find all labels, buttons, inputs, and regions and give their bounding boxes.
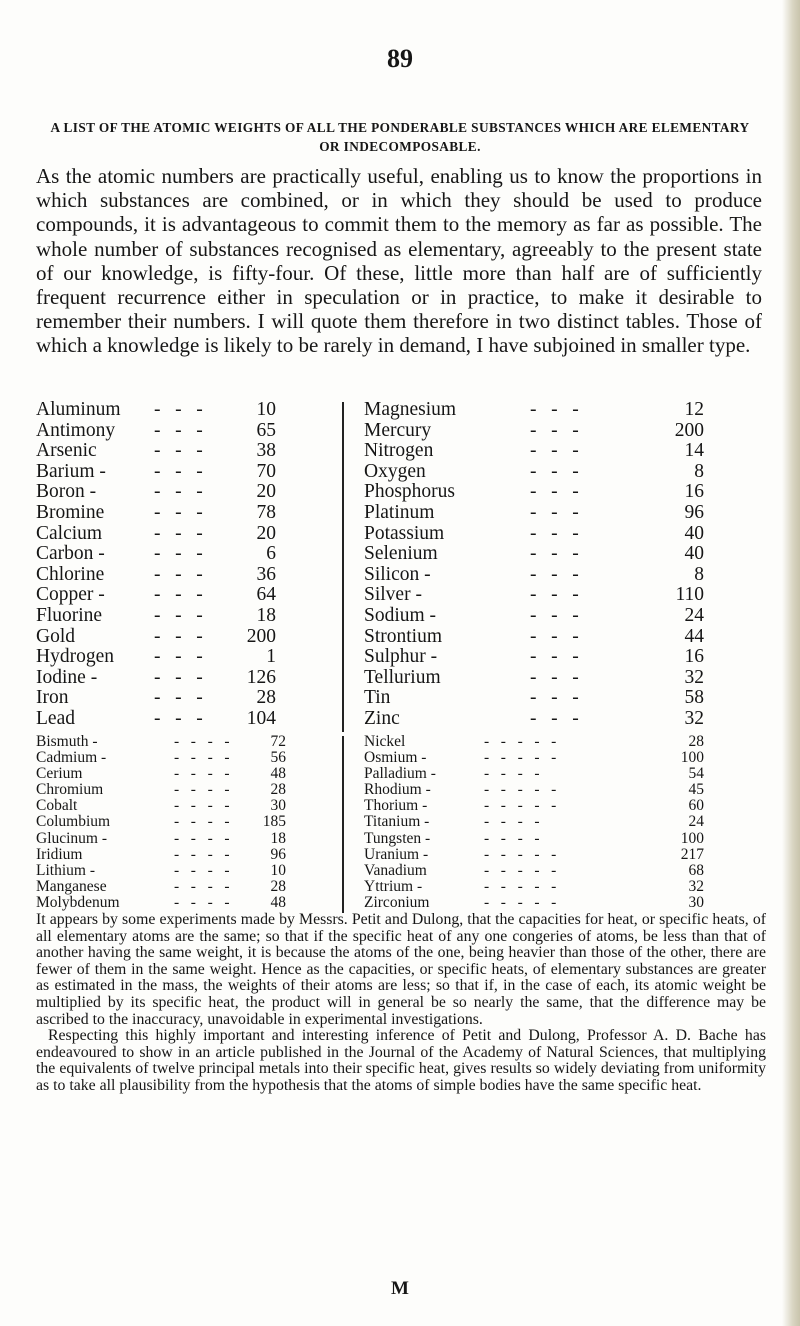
element-name: Titanium - [364,813,430,831]
element-name: Barium - [36,460,106,482]
common-elements-table-right [364,400,704,730]
leader-dashes: - - - - - [484,781,557,799]
atomic-weight: 65 [256,419,276,441]
leader-dashes: - - - - [484,829,540,847]
atomic-weight: 38 [256,440,276,462]
leader-dashes: - - - [530,419,579,441]
element-row [36,482,276,503]
atomic-weight: 12 [684,399,704,420]
atomic-weight: 24 [684,604,704,626]
element-row [36,524,276,545]
leader-dashes: - - - - [174,829,230,847]
atomic-weight: 28 [270,877,286,895]
element-row [364,709,704,730]
element-name: Gold [36,625,75,647]
element-name: Aluminum [36,399,121,420]
leader-dashes: - - - - [484,765,540,783]
element-row [364,895,704,911]
atomic-weight: 100 [680,829,704,847]
atomic-weight: 40 [684,543,704,565]
atomic-weight: 8 [694,460,704,482]
atomic-weight: 16 [684,481,704,503]
atomic-weight: 10 [256,399,276,420]
atomic-weight: 28 [688,733,704,750]
element-row [36,627,276,648]
atomic-weight: 40 [684,522,704,544]
element-name: Magnesium [364,399,457,420]
element-row [364,847,704,863]
element-name: Carbon - [36,543,105,565]
leader-dashes: - - - [530,481,579,503]
leader-dashes: - - - - [174,861,230,879]
element-name: Hydrogen [36,646,114,668]
leader-dashes: - - - - [484,813,540,831]
atomic-weight: 1 [266,646,276,668]
leader-dashes: - - - [154,584,203,606]
element-name: Iodine - [36,666,98,688]
leader-dashes: - - - - - [484,861,557,879]
atomic-weight: 58 [684,687,704,709]
atomic-weight: 10 [270,861,286,879]
element-name: Cadmium - [36,749,107,767]
element-name: Tin [364,687,391,709]
element-row [364,462,704,483]
leader-dashes: - - - - - [484,749,557,767]
atomic-weight: 100 [680,749,704,767]
atomic-weight: 28 [256,687,276,709]
element-row [364,668,704,689]
leader-dashes: - - - - - [484,893,557,911]
element-row [36,750,286,766]
element-name: Arsenic [36,440,97,462]
rare-elements-table-right [364,734,704,911]
element-name: Palladium - [364,765,436,783]
leader-dashes: - - - [530,646,579,668]
element-name: Calcium [36,522,103,544]
element-name: Nitrogen [364,440,434,462]
element-row [36,503,276,524]
element-row [364,647,704,668]
leader-dashes: - - - - - [484,877,557,895]
atomic-weight: 48 [270,765,286,783]
atomic-weight: 44 [684,625,704,647]
element-row [364,565,704,586]
atomic-weight: 126 [246,666,276,688]
leader-dashes: - - - [154,481,203,503]
element-name: Columbium [36,813,111,831]
element-row [36,847,286,863]
atomic-weight: 60 [688,797,704,815]
element-name: Sodium - [364,604,437,626]
element-name: Osmium - [364,749,427,767]
element-name: Uranium - [364,845,429,863]
element-row [364,863,704,879]
atomic-weight: 45 [688,781,704,799]
closing-paragraph-1: It appears by some experiments made by Messrs. Petit and Dulong, that the capacities for heat, or specific heats, of all elementary atoms are the same; so that if the specific heat of any one congeries of atoms, be less than that of another having the same weight, it is because the atoms of the one, being heavier than those of the other, there are fewer of them in the same weight. Hence as the capacities, or specific heats, of elementary substances are greater as estimated in the mass, the weights of their atoms are less; so that if, in the case of each, its atomic weight be multiplied by its specific heat, the product will in general be so nearly the same, that the difference may be ascribed to the inaccuracy, unavoidable in experimental investigations. [36,911,766,1028]
element-row [364,879,704,895]
element-name: Zirconium [364,893,430,911]
element-row [364,831,704,847]
element-row [36,606,276,627]
atomic-weight: 70 [256,460,276,482]
element-name: Iron [36,687,69,709]
atomic-weight: 96 [684,501,704,523]
page-number: 89 [387,44,413,73]
leader-dashes: - - - - [174,845,230,863]
element-row [364,585,704,606]
element-name: Manganese [36,877,107,895]
element-name: Cobalt [36,797,78,815]
leader-dashes: - - - [154,399,203,420]
element-row [36,462,276,483]
atomic-weight: 8 [694,563,704,585]
element-row [364,782,704,798]
element-row [364,421,704,442]
leader-dashes: - - - - [174,733,230,750]
element-row [36,585,276,606]
atomic-weight: 200 [246,625,276,647]
leader-dashes: - - - [154,687,203,709]
leader-dashes: - - - [154,440,203,462]
leader-dashes: - - - [530,666,579,688]
element-row [36,798,286,814]
element-name: Phosphorus [364,481,456,503]
element-name: Nickel [364,733,406,750]
element-name: Iridium [36,845,83,863]
leader-dashes: - - - - [174,749,230,767]
atomic-weight: 56 [270,749,286,767]
atomic-weight: 48 [270,893,286,911]
element-row [364,814,704,830]
leader-dashes: - - - [530,707,579,729]
page-edge-shadow [782,0,800,1326]
atomic-weight: 72 [270,733,286,750]
element-name: Antimony [36,419,116,441]
atomic-weight: 78 [256,501,276,523]
leader-dashes: - - - [154,460,203,482]
element-row [364,606,704,627]
element-name: Chromium [36,781,104,799]
element-row [36,766,286,782]
signature-mark: M [391,1278,409,1299]
leader-dashes: - - - [530,440,579,462]
common-elements-table-left [36,400,276,730]
element-row [36,441,276,462]
element-row [36,688,276,709]
element-row [364,544,704,565]
leader-dashes: - - - [154,646,203,668]
atomic-weight: 200 [674,419,704,441]
element-name: Cerium [36,765,83,783]
atomic-weight: 14 [684,440,704,462]
leader-dashes: - - - - - [484,733,557,750]
element-name: Mercury [364,419,432,441]
element-name: Silicon - [364,563,431,585]
element-row [364,400,704,421]
element-row [36,400,276,421]
element-name: Boron - [36,481,97,503]
atomic-weight: 18 [270,829,286,847]
leader-dashes: - - - [154,625,203,647]
atomic-weight: 64 [256,584,276,606]
element-name: Platinum [364,501,435,523]
element-row [364,750,704,766]
leader-dashes: - - - [530,399,579,420]
element-row [36,421,276,442]
element-name: Strontium [364,625,443,647]
element-name: Yttrium - [364,877,423,895]
leader-dashes: - - - [154,707,203,729]
leader-dashes: - - - [530,460,579,482]
element-name: Chlorine [36,563,105,585]
leader-dashes: - - - [530,625,579,647]
leader-dashes: - - - - - [484,797,557,815]
element-row [36,544,276,565]
element-name: Bromine [36,501,105,523]
leader-dashes: - - - - - [484,845,557,863]
atomic-weight: 185 [262,813,286,831]
element-row [36,879,286,895]
atomic-weight: 28 [270,781,286,799]
leader-dashes: - - - - [174,813,230,831]
element-name: Thorium - [364,797,428,815]
element-row [36,782,286,798]
leader-dashes: - - - [530,501,579,523]
leader-dashes: - - - [154,501,203,523]
leader-dashes: - - - [154,563,203,585]
element-row [36,831,286,847]
atomic-weight: 36 [256,563,276,585]
element-row [364,766,704,782]
atomic-weight: 110 [675,584,704,606]
atomic-weight: 32 [688,877,704,895]
element-row [36,863,286,879]
element-row [364,524,704,545]
element-name: Copper - [36,584,105,606]
leader-dashes: - - - - [174,797,230,815]
leader-dashes: - - - [154,543,203,565]
leader-dashes: - - - [154,604,203,626]
element-row [364,734,704,750]
element-name: Vanadium [364,861,427,879]
atomic-weight: 16 [684,646,704,668]
atomic-weight: 96 [270,845,286,863]
element-row [364,688,704,709]
element-row [364,441,704,462]
element-name: Molybdenum [36,893,120,911]
atomic-weight: 217 [680,845,704,863]
element-name: Glucinum - [36,829,108,847]
leader-dashes: - - - [530,543,579,565]
leader-dashes: - - - - [174,765,230,783]
atomic-weight: 6 [266,543,276,565]
element-row [36,565,276,586]
element-row [36,668,276,689]
atomic-weight: 54 [688,765,704,783]
column-divider [342,402,344,732]
element-row [364,482,704,503]
element-name: Lithium - [36,861,95,879]
column-divider-small [342,736,344,913]
element-name: Zinc [364,707,400,729]
atomic-weight: 68 [688,861,704,879]
element-row [36,895,286,911]
element-name: Sulphur - [364,646,438,668]
atomic-weight: 104 [246,707,276,729]
element-row [364,627,704,648]
atomic-weight: 18 [256,604,276,626]
element-name: Potassium [364,522,445,544]
element-name: Lead [36,707,75,729]
element-row [36,709,276,730]
element-name: Fluorine [36,604,103,626]
element-name: Oxygen [364,460,426,482]
leader-dashes: - - - [154,419,203,441]
element-row [364,798,704,814]
atomic-weight: 32 [684,666,704,688]
element-name: Bismuth - [36,733,98,750]
element-row [36,814,286,830]
section-heading: A LIST OF THE ATOMIC WEIGHTS OF ALL THE PONDERABLE SUBSTANCES WHICH ARE ELEMENTARY OR INDECOMPOSABLE. [50,120,750,154]
element-row [36,734,286,750]
closing-text [36,912,766,1095]
leader-dashes: - - - [154,522,203,544]
leader-dashes: - - - [530,604,579,626]
atomic-weight: 30 [688,893,704,911]
element-name: Selenium [364,543,438,565]
rare-elements-table-left [36,734,286,911]
element-row [36,647,276,668]
leader-dashes: - - - - [174,877,230,895]
closing-paragraph-2: Respecting this highly important and interesting inference of Petit and Dulong, Professor A. D. Bache has endeavoured to show in an article published in the Journal of the Academy of Natural Sciences, that multiplying the equivalents of twelve principal metals into their specific heat, gives results so widely deviating from uniformity as to take all plausibility from the hypothesis that the atoms of simple bodies have the same specific heat. [36,1027,766,1094]
leader-dashes: - - - [530,522,579,544]
leader-dashes: - - - - [174,781,230,799]
element-name: Tellurium [364,666,441,688]
leader-dashes: - - - [530,687,579,709]
element-row [364,503,704,524]
leader-dashes: - - - [530,584,579,606]
atomic-weight: 32 [684,707,704,729]
intro-paragraph: As the atomic numbers are practically useful, enabling us to know the proportions in which substances are combined, or in which they should be used to produce compounds, it is advantageous to commit them to the memory as far as possible. The whole number of substances recognised as elementary, agreeably to the present state of our knowledge, is fifty-four. Of these, little more than half are of sufficiently frequent recurrence either in speculation or in practice, to make it desirable to remember their numbers. I will quote them therefore in two distinct tables. Those of which a knowledge is likely to be rarely in demand, I have subjoined in smaller type. [36,164,762,358]
leader-dashes: - - - [154,666,203,688]
atomic-weight: 30 [270,797,286,815]
atomic-weight: 20 [256,522,276,544]
leader-dashes: - - - - [174,893,230,911]
element-name: Silver - [364,584,422,606]
atomic-weight: 20 [256,481,276,503]
element-name: Rhodium - [364,781,431,799]
atomic-weight: 24 [688,813,704,831]
element-name: Tungsten - [364,829,431,847]
leader-dashes: - - - [530,563,579,585]
